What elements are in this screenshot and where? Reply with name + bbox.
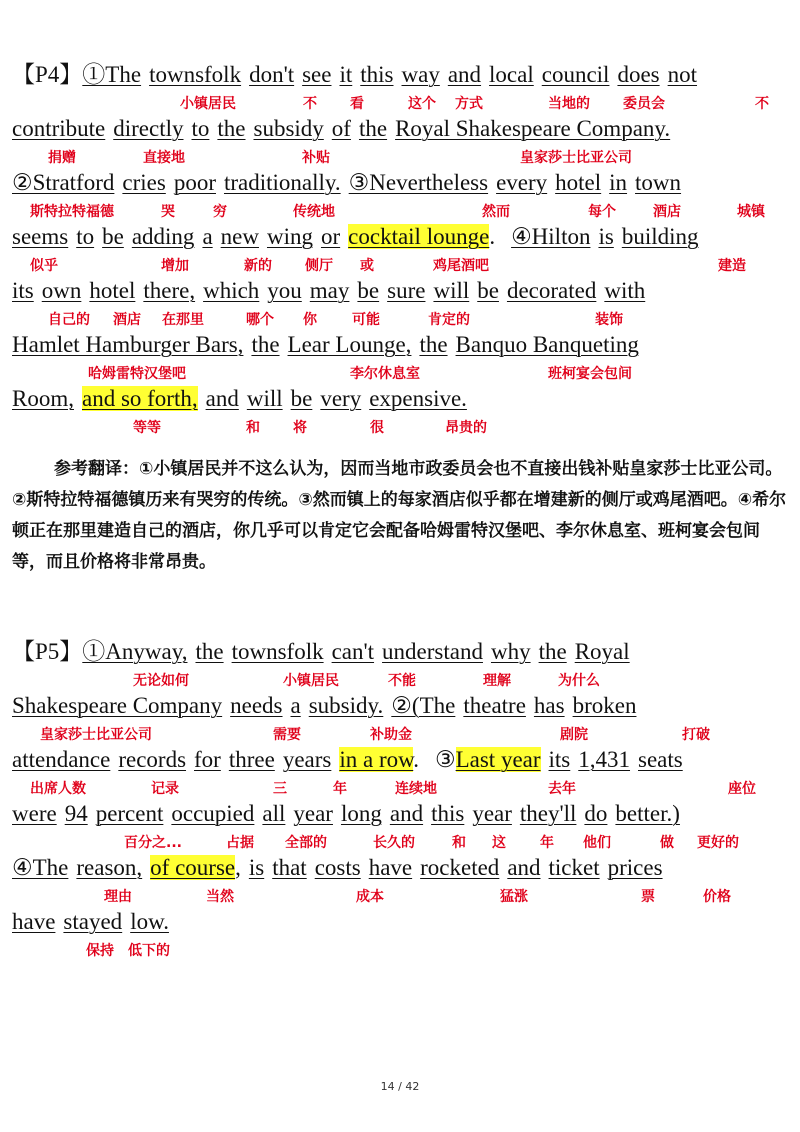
word: or — [320, 224, 341, 249]
annotation: 做 — [660, 835, 674, 851]
word: low. — [130, 909, 169, 934]
annotation: 三 — [273, 781, 287, 797]
word: every — [496, 170, 548, 195]
annotation: 百分之... — [124, 835, 182, 851]
annotation: 猛涨 — [500, 889, 528, 905]
p5-line-5 — [12, 854, 792, 882]
word: will — [246, 386, 283, 411]
annotation: 穷 — [213, 204, 227, 220]
annotation: 补助金 — [370, 727, 412, 743]
word: the — [538, 639, 567, 664]
word: hotel — [555, 170, 602, 195]
annotation: 他们 — [583, 835, 611, 851]
highlighted-phrase: of course — [150, 855, 236, 880]
word: the — [419, 332, 448, 357]
word: poor — [173, 170, 216, 195]
annotation: 不 — [303, 96, 317, 112]
punctuation: . — [413, 747, 419, 772]
p4-annotations-2 — [0, 148, 800, 168]
annotation: 去年 — [548, 781, 576, 797]
word: and — [447, 62, 482, 87]
word: the — [251, 332, 280, 357]
word: broken — [572, 693, 637, 718]
word: and — [507, 855, 541, 880]
annotation: 连续地 — [395, 781, 437, 797]
annotation: 鸡尾酒吧 — [433, 258, 489, 274]
word: which — [203, 278, 260, 303]
highlighted-phrase: and so forth, — [81, 386, 198, 411]
word: better.) — [615, 801, 680, 826]
word: Banquo Banqueting — [455, 332, 639, 357]
annotation: 李尔休息室 — [350, 366, 420, 382]
word: contribute — [12, 116, 106, 141]
word: townsfolk — [231, 639, 324, 664]
annotation: 新的 — [244, 258, 272, 274]
word: expensive. — [369, 386, 467, 411]
paragraph-label: 【P4】 — [12, 62, 83, 87]
word: three — [228, 747, 275, 772]
word: don't — [249, 62, 295, 87]
p4-annotations-5 — [0, 310, 800, 330]
word: this — [360, 62, 394, 87]
annotation: 和 — [452, 835, 466, 851]
reference-translation: 参考翻译：①小镇居民并不这么认为，因而当地市政委员会也不直接出钱补贴皇家莎士比亚公司。②斯特拉特福德镇历来有哭穷的传统。③然而镇上的每家酒店似乎都在增建新的侧厅或鸡尾酒吧。④希尔顿正在那里建造自己的酒店，你几乎可以肯定它会配备哈姆雷特汉堡吧、李尔休息室、班柯宴会包间等，而且价格将非常昂贵。 — [12, 459, 787, 572]
word: the — [358, 116, 388, 141]
annotation: 无论如何 — [133, 673, 189, 689]
p4-annotations-1 — [0, 94, 800, 114]
annotation: 哈姆雷特汉堡吧 — [88, 366, 186, 382]
annotation: 你 — [303, 312, 317, 328]
annotation: 需要 — [273, 727, 301, 743]
word: has — [533, 693, 565, 718]
p4-line-2 — [12, 115, 792, 143]
punctuation: . — [489, 224, 496, 249]
p4-annotations-7 — [0, 418, 800, 438]
word: be — [102, 224, 124, 249]
p5-annotations-4 — [0, 833, 800, 853]
annotation: 小镇居民 — [180, 96, 236, 112]
word: rocketed — [420, 855, 500, 880]
word: Hamlet Hamburger Bars, — [12, 332, 244, 357]
word: is — [598, 224, 614, 249]
word: ④The — [12, 855, 69, 880]
annotation: 出席人数 — [30, 781, 86, 797]
annotation: 可能 — [352, 312, 380, 328]
annotation: 当地的 — [548, 96, 590, 112]
word: percent — [95, 801, 164, 826]
word: local — [489, 62, 534, 87]
word: to — [76, 224, 95, 249]
annotation: 理解 — [483, 673, 511, 689]
annotation: 理由 — [104, 889, 132, 905]
word: ②Stratford — [12, 170, 115, 195]
word: council — [541, 62, 610, 87]
annotation: 直接地 — [143, 150, 185, 166]
word: in — [609, 170, 628, 195]
word: wing — [266, 224, 313, 249]
word: Royal Shakespeare Company. — [395, 116, 671, 141]
annotation: 昂贵的 — [445, 420, 487, 436]
p4-line-6 — [12, 331, 792, 359]
annotation: 装饰 — [595, 312, 623, 328]
annotation: 不 — [755, 96, 769, 112]
annotation: 年 — [540, 835, 554, 851]
word: ③Nevertheless — [348, 170, 489, 195]
word: to — [191, 116, 210, 141]
annotation: 等等 — [133, 420, 161, 436]
word: Shakespeare Company — [12, 693, 223, 718]
annotation: 或 — [360, 258, 374, 274]
word: very — [320, 386, 362, 411]
word: own — [41, 278, 82, 303]
annotation: 年 — [333, 781, 347, 797]
word: theatre — [463, 693, 526, 718]
word: and — [205, 386, 239, 411]
word: do — [584, 801, 608, 826]
annotation: 建造 — [718, 258, 746, 274]
word: year — [293, 801, 333, 826]
word: hotel — [89, 278, 136, 303]
word: of — [331, 116, 351, 141]
annotation: 当然 — [206, 889, 234, 905]
word: town — [635, 170, 682, 195]
word: needs — [230, 693, 283, 718]
word: have — [12, 909, 56, 934]
sentence-marker: ③ — [434, 747, 456, 772]
annotation: 长久的 — [373, 835, 415, 851]
word: there, — [143, 278, 196, 303]
word: ④Hilton — [511, 224, 591, 249]
annotation: 侧厅 — [305, 258, 333, 274]
highlighted-phrase: Last year — [455, 747, 541, 772]
word: 1,431 — [578, 747, 631, 772]
annotation: 全部的 — [285, 835, 327, 851]
word: not — [667, 62, 698, 87]
word: adding — [131, 224, 195, 249]
word: records — [118, 747, 187, 772]
word: Royal — [574, 639, 630, 664]
word: may — [309, 278, 350, 303]
word: reason, — [76, 855, 143, 880]
word: will — [433, 278, 470, 303]
word: seems — [12, 224, 69, 249]
p4-annotations-6 — [0, 364, 800, 384]
annotation: 座位 — [728, 781, 756, 797]
word: prices — [607, 855, 663, 880]
word: directly — [113, 116, 184, 141]
word: decorated — [506, 278, 597, 303]
word: its — [548, 747, 571, 772]
highlighted-phrase: in a row — [339, 747, 414, 772]
annotation: 委员会 — [623, 96, 665, 112]
annotation: 这 — [492, 835, 506, 851]
word: the — [195, 639, 224, 664]
word: sure — [387, 278, 426, 303]
annotation: 更好的 — [697, 835, 739, 851]
annotation: 占据 — [226, 835, 254, 851]
annotation: 方式 — [455, 96, 483, 112]
word: ①Anyway, — [82, 639, 188, 664]
word: attendance — [12, 747, 111, 772]
annotation: 哪个 — [246, 312, 274, 328]
word: townsfolk — [149, 62, 242, 87]
word: does — [617, 62, 660, 87]
word: stayed — [63, 909, 123, 934]
word: building — [621, 224, 699, 249]
word: occupied — [171, 801, 255, 826]
word: cries — [122, 170, 166, 195]
p4-line-4 — [12, 223, 792, 251]
p4-line-5 — [12, 277, 792, 305]
word: Lear Lounge, — [287, 332, 412, 357]
p5-annotations-2 — [0, 725, 800, 745]
annotation: 哭 — [161, 204, 175, 220]
p5-line-3 — [12, 746, 792, 774]
annotation: 保持 — [86, 943, 114, 959]
word: with — [604, 278, 646, 303]
word: and — [389, 801, 424, 826]
annotation: 看 — [350, 96, 364, 112]
word: you — [267, 278, 302, 303]
annotation: 肯定的 — [428, 312, 470, 328]
word: subsidy — [253, 116, 324, 141]
word: years — [282, 747, 332, 772]
word: they'll — [519, 801, 577, 826]
punctuation: , — [235, 855, 241, 880]
word: a — [202, 224, 213, 249]
word: that — [272, 855, 307, 880]
p4-annotations-3 — [0, 202, 800, 222]
paragraph-label: 【P5】 — [12, 639, 83, 664]
word: the — [217, 116, 246, 141]
annotation: 记录 — [151, 781, 179, 797]
p5-annotations-3 — [0, 779, 800, 799]
annotation: 然而 — [482, 204, 510, 220]
word: Room, — [12, 386, 74, 411]
annotation: 打破 — [682, 727, 710, 743]
word: all — [262, 801, 286, 826]
word: this — [431, 801, 465, 826]
annotation: 票 — [641, 889, 655, 905]
word: have — [368, 855, 413, 880]
word: way — [401, 62, 440, 87]
annotation: 不能 — [388, 673, 416, 689]
annotation: 皇家莎士比亚公司 — [40, 727, 152, 743]
annotation: 为什么 — [558, 673, 600, 689]
annotation: 小镇居民 — [283, 673, 339, 689]
annotation: 每个 — [588, 204, 616, 220]
word: a — [290, 693, 301, 718]
word: be — [477, 278, 499, 303]
word: why — [490, 639, 531, 664]
p4-line-3 — [12, 169, 792, 197]
word: long — [340, 801, 382, 826]
word: it — [339, 62, 353, 87]
word: its — [12, 278, 34, 303]
p5-annotations-1 — [0, 671, 800, 691]
word: ①The — [82, 62, 142, 87]
word: for — [194, 747, 221, 772]
annotation: 成本 — [356, 889, 384, 905]
word: were — [12, 801, 57, 826]
annotation: 将 — [293, 420, 307, 436]
word: ticket — [548, 855, 600, 880]
annotation: 似乎 — [30, 258, 58, 274]
annotation: 剧院 — [560, 727, 588, 743]
annotation: 捐赠 — [48, 150, 76, 166]
page-number: 14 / 42 — [380, 1080, 420, 1093]
annotation: 斯特拉特福德 — [30, 204, 114, 220]
word: traditionally. — [223, 170, 341, 195]
word: 94 — [64, 801, 88, 826]
annotation: 很 — [370, 420, 384, 436]
highlighted-phrase: cocktail lounge — [348, 224, 490, 249]
annotation: 酒店 — [113, 312, 141, 328]
annotation: 增加 — [161, 258, 189, 274]
p5-line-4 — [12, 800, 792, 828]
annotation: 在那里 — [162, 312, 204, 328]
annotation: 和 — [246, 420, 260, 436]
word: be — [357, 278, 380, 303]
p5-line-2 — [12, 692, 792, 720]
p4-line-1 — [12, 61, 792, 89]
word: be — [290, 386, 313, 411]
annotation: 低下的 — [128, 943, 170, 959]
p4-annotations-4 — [0, 256, 800, 276]
word: seats — [638, 747, 683, 772]
annotation: 传统地 — [293, 204, 335, 220]
word: is — [248, 855, 265, 880]
p5-annotations-6 — [0, 941, 800, 961]
annotation: 皇家莎士比亚公司 — [520, 150, 632, 166]
annotation: 班柯宴会包间 — [548, 366, 632, 382]
p5-annotations-5 — [0, 887, 800, 907]
word: can't — [331, 639, 375, 664]
p4-line-7 — [12, 385, 792, 413]
word: costs — [314, 855, 361, 880]
word: year — [472, 801, 512, 826]
word: understand — [382, 639, 483, 664]
annotation: 补贴 — [302, 150, 330, 166]
annotation: 酒店 — [653, 204, 681, 220]
word: see — [302, 62, 332, 87]
annotation: 这个 — [408, 96, 436, 112]
word: ②(The — [391, 693, 456, 718]
word: subsidy. — [308, 693, 384, 718]
annotation: 价格 — [703, 889, 731, 905]
word: new — [220, 224, 259, 249]
p5-line-1 — [12, 638, 792, 666]
annotation: 自己的 — [48, 312, 90, 328]
annotation: 城镇 — [737, 204, 765, 220]
p5-line-6 — [12, 908, 792, 936]
